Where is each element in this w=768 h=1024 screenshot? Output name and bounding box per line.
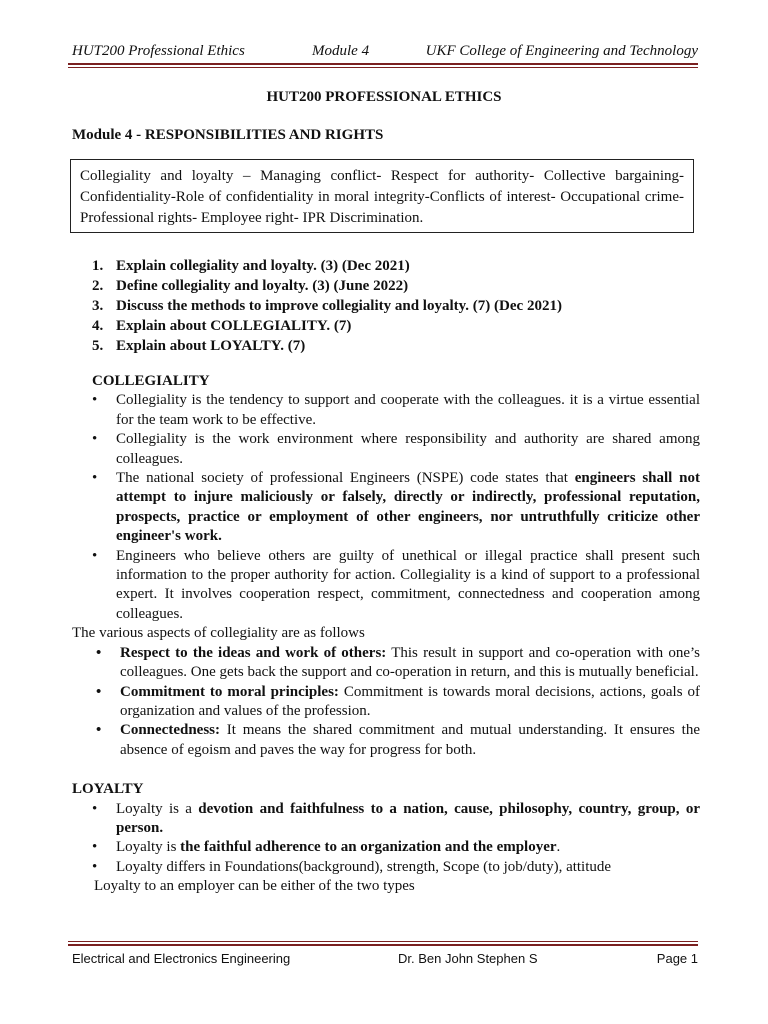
bullet-icon: • bbox=[92, 839, 98, 856]
syllabus-box: Collegiality and loyalty – Managing conflict- Respect for authority- Collective bargaining-Confidentiality-Role of confidentiality in moral integrity-Conflicts of interest- Occupational crime- Professional rights- Employee right- IPR Discrimination. bbox=[70, 159, 694, 233]
header-rule-thin bbox=[68, 67, 698, 68]
footer-author: Dr. Ben John Stephen S bbox=[398, 951, 538, 966]
aspect-bullet bbox=[96, 721, 700, 760]
question-text: Discuss the methods to improve collegiality and loyalty. (7) (Dec 2021) bbox=[116, 298, 562, 314]
loyalty-bullet bbox=[92, 838, 700, 857]
question-item bbox=[92, 336, 562, 356]
document-title: HUT200 PROFESSIONAL ETHICS bbox=[266, 89, 502, 105]
bullet-bold-text: devotion and faithfulness to a nation, cause, philosophy, country, group, or person. bbox=[116, 800, 700, 836]
collegiality-bullet bbox=[92, 430, 700, 469]
question-item bbox=[92, 256, 562, 276]
aspect-bullet bbox=[96, 644, 700, 683]
aspects-intro: The various aspects of collegiality are as follows bbox=[72, 625, 365, 642]
bullet-icon: • bbox=[92, 470, 98, 487]
bullet-icon: • bbox=[92, 547, 98, 564]
collegiality-bullet bbox=[92, 469, 700, 547]
bullet-text: Loyalty is a bbox=[116, 800, 199, 817]
question-item bbox=[92, 296, 562, 316]
collegiality-bullet bbox=[92, 547, 700, 625]
aspect-text: It means the shared commitment and mutual understanding. It ensures the absence of egoism and paves the way for progress for both. bbox=[120, 722, 700, 758]
question-number: 1. bbox=[92, 258, 104, 274]
footer-department: Electrical and Electronics Engineering bbox=[72, 951, 291, 966]
bullet-text: Loyalty is bbox=[116, 839, 181, 856]
aspect-bullet bbox=[96, 683, 700, 722]
question-number: 3. bbox=[92, 298, 104, 314]
bullet-icon: • bbox=[96, 683, 102, 700]
bullet-icon: • bbox=[92, 858, 98, 875]
header-college: UKF College of Engineering and Technology bbox=[425, 43, 698, 59]
question-list bbox=[92, 256, 562, 356]
footer-page-number: Page 1 bbox=[656, 951, 698, 966]
question-text: Explain about COLLEGIALITY. (7) bbox=[116, 318, 352, 334]
bullet-icon: • bbox=[96, 722, 102, 739]
bullet-text: . bbox=[556, 839, 561, 856]
loyalty-closing: Loyalty to an employer can be either of the two types bbox=[94, 878, 415, 895]
header-rule-thick bbox=[68, 63, 698, 65]
bullet-bold-text: engineers shall not attempt to injure maliciously or falsely, directly or indirectly, professional reputation, prospects, practice or employment of other engineers, nor untruthfully criticize other engineer's work. bbox=[116, 470, 700, 545]
bullet-text: The national society of professional Engineers (NSPE) code states that bbox=[116, 470, 575, 487]
question-text: Explain collegiality and loyalty. (3) (Dec 2021) bbox=[116, 258, 410, 274]
question-number: 4. bbox=[92, 318, 104, 334]
page-header bbox=[72, 43, 698, 63]
question-text: Explain about LOYALTY. (7) bbox=[116, 338, 306, 354]
bullet-text: Collegiality is the work environment where responsibility and authority are shared among colleagues. bbox=[116, 431, 700, 467]
footer-rule-thin bbox=[68, 941, 698, 942]
bullet-bold-text: the faithful adherence to an organization and the employer bbox=[180, 839, 557, 856]
bullet-icon: • bbox=[92, 800, 98, 817]
question-item bbox=[92, 316, 562, 336]
loyalty-heading: LOYALTY bbox=[72, 781, 144, 798]
question-number: 2. bbox=[92, 278, 104, 294]
question-number: 5. bbox=[92, 338, 104, 354]
aspect-title: Connectedness: bbox=[120, 722, 220, 739]
module-heading: Module 4 - RESPONSIBILITIES AND RIGHTS bbox=[72, 127, 384, 143]
page-footer bbox=[72, 951, 698, 969]
aspect-title: Respect to the ideas and work of others: bbox=[120, 644, 387, 661]
bullet-icon: • bbox=[92, 431, 98, 448]
bullet-text: Engineers who believe others are guilty of unethical or illegal practice shall present such information to the proper authority for action. Collegiality is a kind of support to a professional expert. It involves cooperation respect, commitment, connectedness and cooperation among colleagues. bbox=[116, 547, 700, 622]
bullet-text: Loyalty differs in Foundations(background), strength, Scope (to job/duty), attitude bbox=[116, 858, 612, 875]
body-content bbox=[72, 372, 700, 897]
question-text: Define collegiality and loyalty. (3) (June 2022) bbox=[116, 278, 409, 294]
bullet-text: Collegiality is the tendency to support and cooperate with the colleagues. it is a virtue essential for the team work to be effective. bbox=[116, 392, 700, 428]
aspect-text: Commitment is towards moral decisions, actions, goals of organization and values of the profession. bbox=[120, 683, 700, 719]
question-item bbox=[92, 276, 562, 296]
collegiality-heading: COLLEGIALITY bbox=[92, 373, 210, 389]
collegiality-bullet bbox=[92, 391, 700, 430]
bullet-icon: • bbox=[96, 644, 102, 661]
loyalty-bullet bbox=[92, 800, 700, 839]
header-module: Module 4 bbox=[312, 43, 370, 59]
header-course: HUT200 Professional Ethics bbox=[72, 43, 245, 59]
bullet-icon: • bbox=[92, 392, 98, 409]
aspect-text: This result in support and co-operation with one’s colleagues. One gets back the support and co-operation in return, and this is mutually beneficial. bbox=[120, 644, 700, 681]
aspect-title: Commitment to moral principles: bbox=[120, 683, 339, 700]
footer-rule-thick bbox=[68, 944, 698, 946]
loyalty-bullet bbox=[92, 858, 700, 877]
